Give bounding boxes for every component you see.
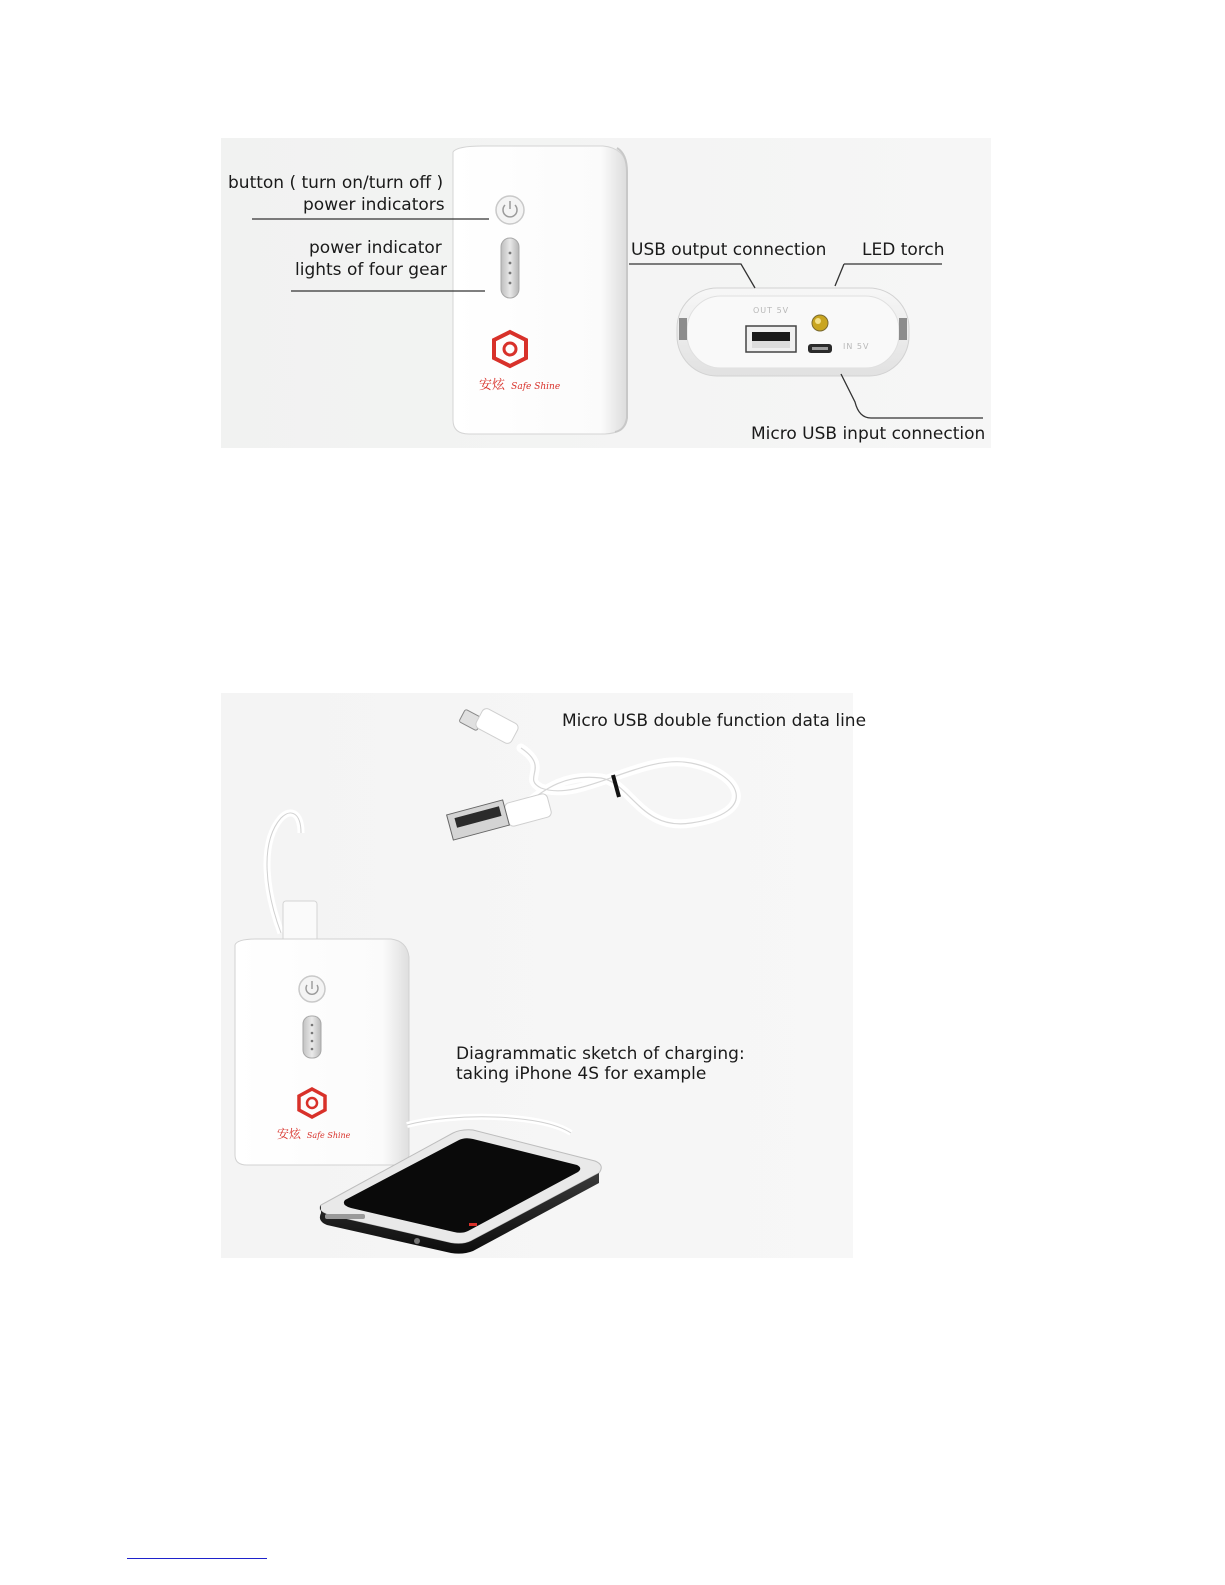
power-bank-end-view (677, 288, 909, 376)
port-marking-out: OUT 5V (753, 306, 790, 315)
brand-chinese-name (479, 374, 560, 393)
indicator-callout-line2: lights of four gear (295, 260, 447, 280)
footer-link-underline (127, 1558, 267, 1559)
charging-caption-line1: Diagrammatic sketch of charging: (456, 1044, 745, 1064)
power-indicator-lights (501, 238, 519, 298)
button-callout-line1: button ( turn on/turn off ) (228, 173, 444, 193)
figure-2-artwork (221, 693, 853, 1258)
usb-output-callout: USB output connection (631, 240, 827, 260)
micro-usb-input-callout: Micro USB input connection (751, 424, 986, 444)
button-callout-line2: power indicators (303, 195, 445, 215)
brand-chinese-name (277, 1125, 350, 1142)
cable-label: Micro USB double function data line (562, 711, 867, 731)
charging-caption-line2: taking iPhone 4S for example (456, 1064, 707, 1084)
port-marking-in: IN 5V (843, 342, 870, 351)
power-button-icon (299, 976, 325, 1002)
led-torch-callout: LED torch (862, 240, 945, 260)
figure-2-charging-diagram (221, 693, 867, 1258)
indicator-callout-line1: power indicator (309, 238, 442, 258)
brand-chinese-text: 安炫 (479, 378, 506, 393)
power-button-icon (496, 196, 524, 224)
brand-script-text: Safe Shine (511, 382, 561, 392)
brand-chinese-text: 安炫 (277, 1127, 302, 1141)
power-indicator-lights (303, 1016, 321, 1058)
figure-1-product-diagram (221, 138, 991, 448)
brand-script-text: Safe Shine (306, 1131, 351, 1140)
